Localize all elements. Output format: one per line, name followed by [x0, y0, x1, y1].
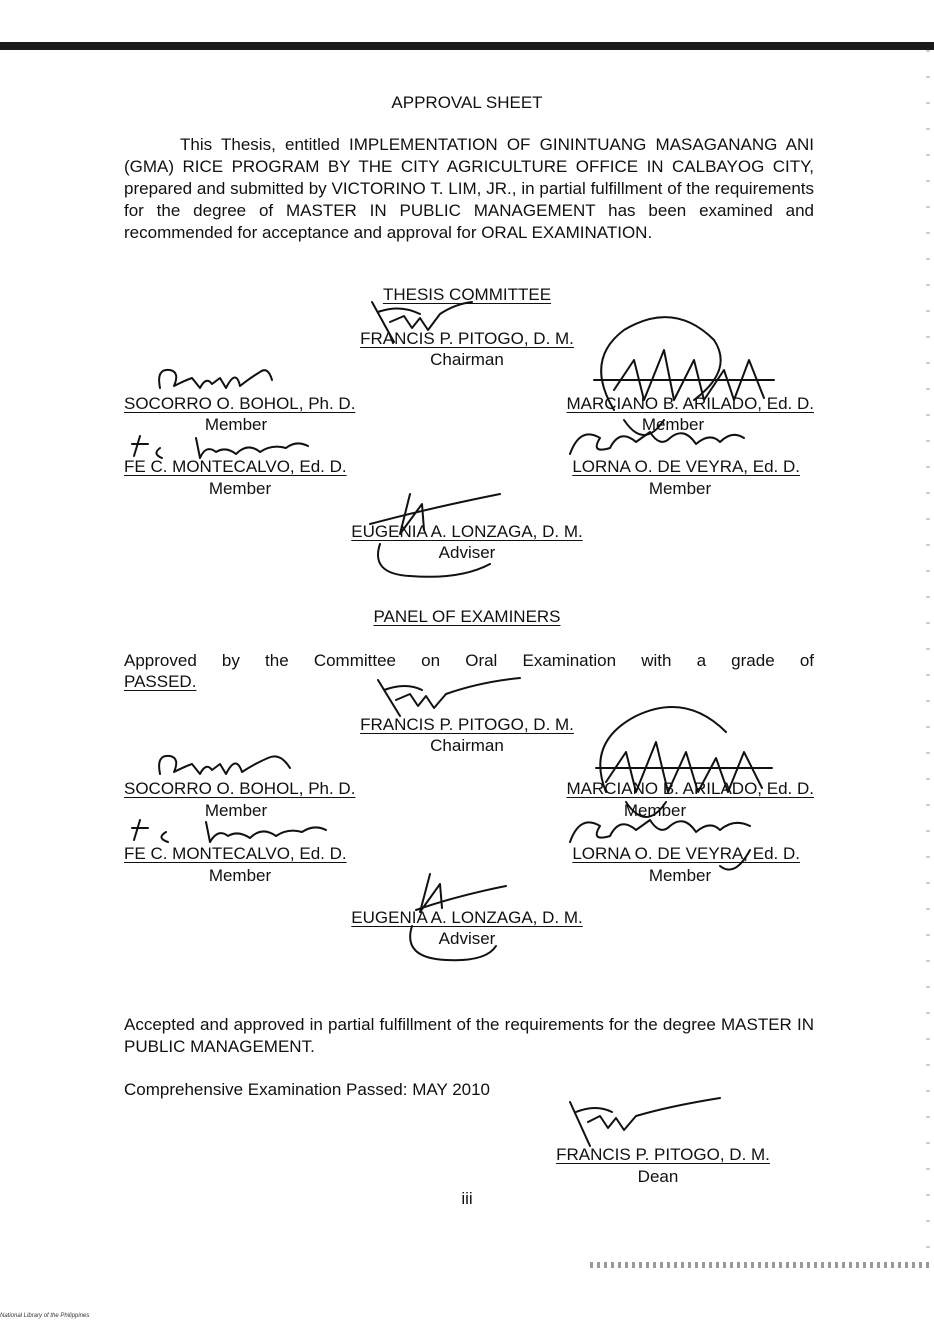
scan-border-right — [926, 50, 930, 1266]
panel-approved-text: Approved by the Committee on Oral Examination with a grade of — [124, 651, 814, 670]
panel-member2-role: Member — [623, 801, 687, 820]
bohol-signature-committee — [150, 358, 280, 398]
accepted-paragraph: Accepted and approved in partial fulfillment of the requirements for the degree MASTER IN PUBLIC MANAGEMENT. — [124, 1015, 814, 1056]
committee-member2-role: Member — [641, 415, 705, 434]
committee-chairman-role: Chairman — [430, 350, 504, 369]
committee-member3-role: Member — [208, 479, 272, 498]
committee-adviser-name: EUGENIA A. LONZAGA, D. M. — [351, 522, 583, 541]
montecalvo-signature-committee — [126, 430, 316, 464]
panel-member2-name: MARCIANO B. ARILADO, Ed. D. — [566, 779, 814, 798]
panel-member1-role: Member — [204, 801, 268, 820]
chairman-signature-panel — [370, 672, 530, 722]
committee-heading: THESIS COMMITTEE — [382, 285, 552, 304]
page-title: APPROVAL SHEET — [391, 93, 543, 112]
panel-heading: PANEL OF EXAMINERS — [373, 607, 561, 626]
dean-role: Dean — [637, 1167, 679, 1186]
panel-member3-name: FE C. MONTECALVO, Ed. D. — [124, 844, 347, 863]
committee-member1-name: SOCORRO O. BOHOL, Ph. D. — [124, 394, 356, 413]
deveyra-signature-panel — [560, 806, 780, 886]
scan-artifact — [590, 1262, 930, 1268]
panel-adviser-role: Adviser — [438, 929, 496, 948]
panel-chairman-name: FRANCIS P. PITOGO, D. M. — [360, 715, 574, 734]
panel-member4-role: Member — [648, 866, 712, 885]
bohol-signature-panel — [150, 744, 300, 784]
dean-name: FRANCIS P. PITOGO, D. M. — [556, 1145, 770, 1164]
footer-watermark: National Library of the Philippines — [0, 1313, 90, 1319]
committee-member2-name: MARCIANO B. ARILADO, Ed. D. — [566, 394, 814, 413]
committee-member4-role: Member — [648, 479, 712, 498]
montecalvo-signature-panel — [126, 814, 336, 848]
panel-member3-role: Member — [208, 866, 272, 885]
panel-chairman-role: Chairman — [430, 736, 504, 755]
comprehensive-exam: Comprehensive Examination Passed: MAY 2010 — [124, 1080, 491, 1099]
panel-member4-name: LORNA O. DE VEYRA, Ed. D. — [572, 844, 800, 863]
scan-border-top — [0, 42, 934, 50]
chairman-signature-committee — [360, 290, 480, 350]
lonzaga-signature-panel — [396, 866, 516, 966]
committee-chairman-name: FRANCIS P. PITOGO, D. M. — [360, 329, 574, 348]
committee-member3-name: FE C. MONTECALVO, Ed. D. — [124, 457, 347, 476]
panel-adviser-name: EUGENIA A. LONZAGA, D. M. — [351, 908, 583, 927]
committee-adviser-role: Adviser — [438, 543, 496, 562]
deveyra-signature-committee — [560, 418, 750, 462]
lonzaga-signature-committee — [350, 484, 510, 584]
page-number: iii — [461, 1189, 473, 1208]
intro-paragraph: This Thesis, entitled IMPLEMENTATION OF GININTUANG MASAGANANG ANI (GMA) RICE PROGRAM BY THE CITY AGRICULTURE OFFICE IN CALBAYOG CITY, prepared and submitted by VICTORINO T. LIM, JR., in partial fulfillment of the requirements for the degree of MASTER IN PUBLIC MANAGEMENT has been examined and recommended for acceptance and approval for ORAL EXAMINATION. — [124, 135, 814, 242]
panel-member1-name: SOCORRO O. BOHOL, Ph. D. — [124, 779, 356, 798]
committee-member1-role: Member — [204, 415, 268, 434]
dean-signature — [560, 1092, 730, 1152]
panel-grade: PASSED. — [124, 672, 197, 691]
committee-member4-name: LORNA O. DE VEYRA, Ed. D. — [572, 457, 800, 476]
